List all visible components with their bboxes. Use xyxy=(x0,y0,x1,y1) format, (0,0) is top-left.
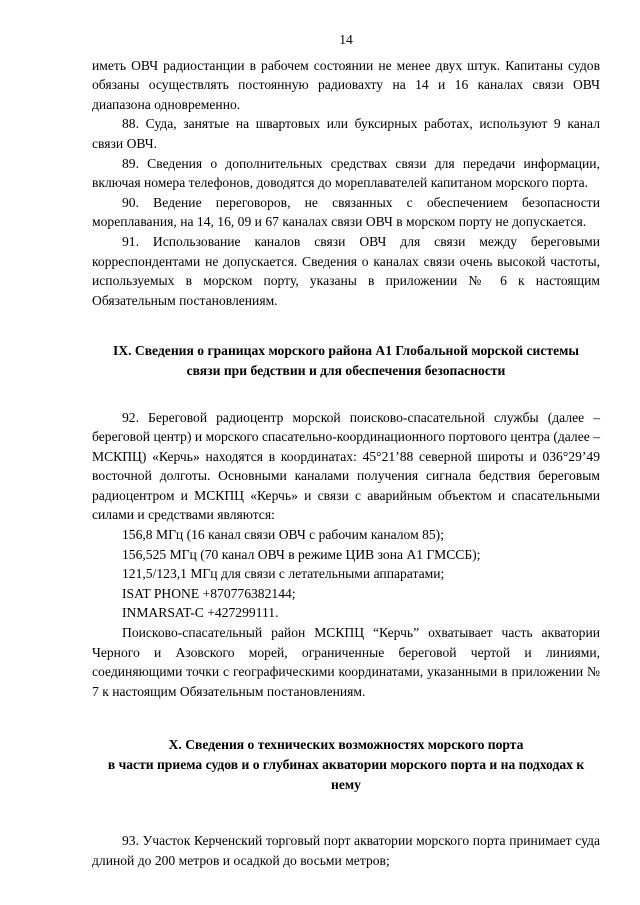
list-item: 156,8 МГц (16 канал связи ОВЧ с рабочим каналом 85); xyxy=(122,527,444,543)
paragraph-search-area: Поисково-спасательный район МСКПЦ “Керчь” охватывает часть акватории Черного и Азовского морей, ограниченные береговой чертой и линиями, соединяющими точки с географическими координатами, указанными в приложении № 7 к настоящим Обязательным постановлениям. xyxy=(92,625,600,699)
paragraph-90: 90. Ведение переговоров, не связанных с обеспечением безопасности мореплавания, на 14, 16, 09 и 67 каналах связи ОВЧ в морском порту не допускается. xyxy=(92,194,600,230)
paragraph-92: 92. Береговой радиоцентр морской поисково-спасательной службы (далее – береговой центр) и морского спасательно-координационного портового центра (далее – МСКПЦ) «Керчь» находятся в координатах: 45°21’88 северной широты и 036°29’49 восточной долготы. Основными каналами получения сигнала бедствия береговым радиоцентром и МСКПЦ «Керчь» и связи с аварийным объектом и спасательными силами и средствами являются: xyxy=(92,409,600,523)
section-9-heading-line1: IX. Сведения о границах морского района А1 Глобальной морской системы xyxy=(113,343,579,359)
page-number: 14 xyxy=(339,32,353,47)
section-10-heading-line2: в части приема судов и о глубинах акватории морского порта и на подходах к xyxy=(107,757,585,772)
paragraph-89: 89. Сведения о дополнительных средствах связи для передачи информации, включая номера телефонов, доводятся до мореплавателей капитаном морского порта. xyxy=(92,155,600,191)
section-10-heading xyxy=(92,735,600,794)
paragraph-88: 88. Суда, занятые на швартовых или буксирных работах, используют 9 канал связи ОВЧ. xyxy=(92,116,600,151)
list-item: ISAT PHONE +870776382144; xyxy=(122,585,296,601)
section-9-heading xyxy=(92,341,600,380)
paragraph-continued: иметь ОВЧ радиостанции в рабочем состоянии не менее двух штук. Капитаны судов обязаны осуществлять постоянную радиовахту на 14 и 16 каналах связи ОВЧ диапазона одновременно. xyxy=(92,57,600,112)
section-9-heading-line2: связи при бедствии и для обеспечения безопасности xyxy=(186,362,506,378)
section-10-heading-line1: X. Сведения о технических возможностях морского порта xyxy=(168,737,524,753)
list-item: 156,525 МГц (70 канал ОВЧ в режиме ЦИВ зона А1 ГМССБ); xyxy=(122,546,481,562)
section-10-heading-line3: нему xyxy=(331,776,361,792)
paragraph-93: 93. Участок Керченский торговый порт акватории морского порта принимает суда длиной до 200 метров и осадкой до восьми метров; xyxy=(92,833,600,868)
paragraph-91: 91. Использование каналов связи ОВЧ для связи между береговыми корреспондентами не допускается. Сведения о каналах связи очень высокой частоты, используемых в морском порту, указаны в приложении № 6 к настоящим Обязательным постановлениям. xyxy=(92,233,600,308)
list-item: INMARSAT-C +427299111. xyxy=(122,605,279,621)
list-item: 121,5/123,1 МГц для связи с летательными аппаратами; xyxy=(122,566,445,582)
channel-list xyxy=(92,525,600,623)
